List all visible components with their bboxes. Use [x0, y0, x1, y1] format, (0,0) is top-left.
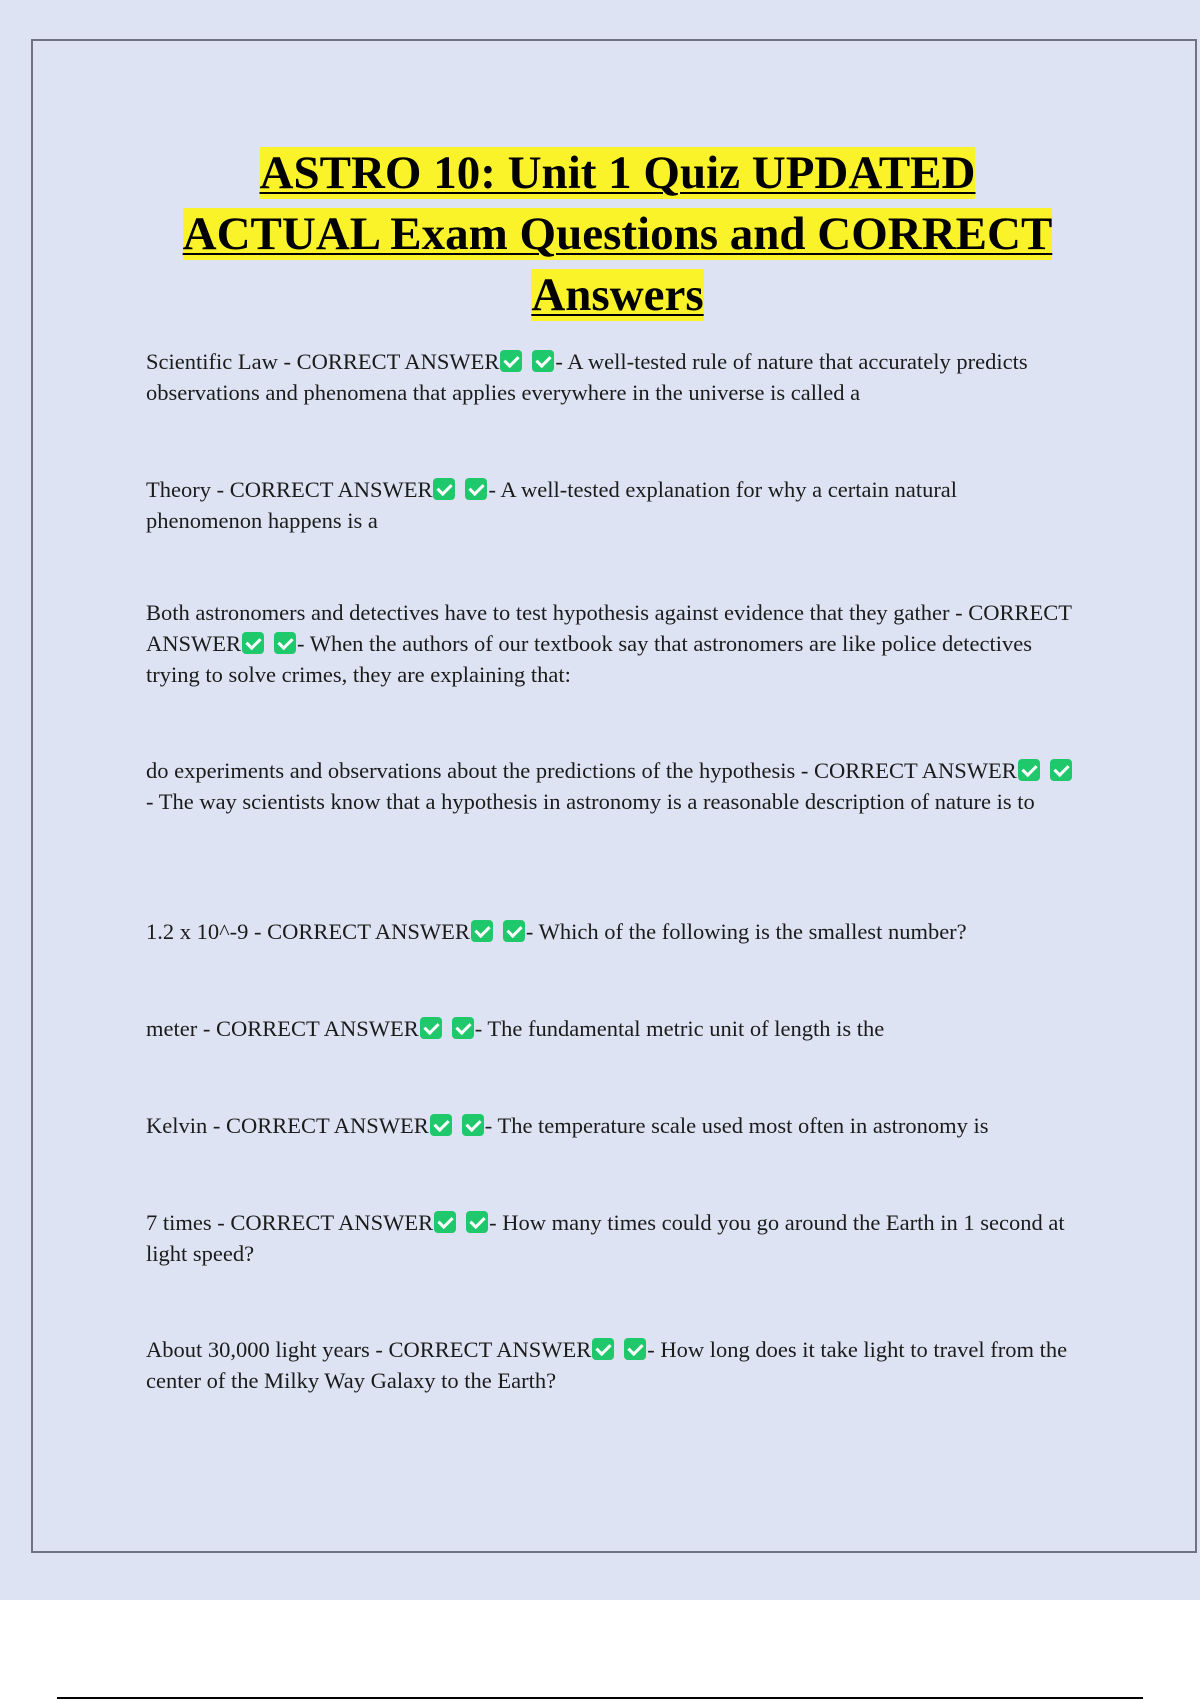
check-mark-icon	[1050, 759, 1072, 781]
answer-text: About 30,000 light years -	[146, 1337, 389, 1362]
check-mark-icon	[465, 478, 487, 500]
answer-marker: CORRECT ANSWER	[230, 1210, 434, 1235]
answer-text: Both astronomers and detectives have to test hypothesis against evidence that they gather -	[146, 600, 969, 625]
check-mark-icon	[1018, 759, 1040, 781]
answer-marker: CORRECT ANSWER	[229, 477, 433, 502]
qa-item-1	[146, 346, 1076, 408]
answer-marker: CORRECT ANSWER	[388, 1337, 592, 1362]
title-line-2: ACTUAL Exam Questions and CORRECT	[182, 208, 1053, 260]
question-text: - The way scientists know that a hypothesis in astronomy is a reasonable description of nature is to	[146, 789, 1035, 814]
qa-item-6	[146, 1013, 1076, 1044]
question-text: - The fundamental metric unit of length is the	[474, 1016, 885, 1041]
question-text: - How many times could you go around the Earth in 1 second at light speed?	[146, 1210, 1065, 1266]
answer-text: 7 times -	[146, 1210, 231, 1235]
answer-marker: CORRECT ANSWER	[296, 349, 500, 374]
answer-text: Kelvin -	[146, 1113, 226, 1138]
answer-marker: CORRECT ANSWER	[267, 919, 470, 944]
title-line-1: ASTRO 10: Unit 1 Quiz UPDATED	[259, 147, 976, 199]
answer-text: Scientific Law -	[146, 349, 297, 374]
answer-text: do experiments and observations about the predictions of the hypothesis -	[146, 758, 814, 783]
question-text: - The temperature scale used most often in astronomy is	[484, 1113, 989, 1138]
question-text: - How long does it take light to travel from the center of the Milky Way Galaxy to the Earth?	[146, 1337, 1068, 1393]
answer-marker: CORRECT ANSWER	[225, 1113, 429, 1138]
title-line-3: Answers	[531, 269, 704, 321]
qa-item-4	[146, 755, 1076, 817]
check-mark-icon	[434, 1211, 456, 1233]
qa-item-8	[146, 1207, 1076, 1269]
answer-marker: CORRECT ANSWER	[813, 758, 1017, 783]
question-text: - Which of the following is the smallest number?	[525, 919, 967, 944]
question-text: - A well-tested explanation for why a certain natural phenomenon happens is a	[146, 477, 958, 533]
qa-item-9	[146, 1334, 1076, 1396]
qa-item-2	[146, 474, 1076, 536]
check-mark-icon	[471, 920, 493, 942]
check-mark-icon	[274, 632, 296, 654]
answer-text: 1.2 x 10^-9 -	[146, 919, 268, 944]
answer-text: meter -	[146, 1016, 216, 1041]
check-mark-icon	[242, 632, 264, 654]
check-mark-icon	[624, 1338, 646, 1360]
check-mark-icon	[433, 478, 455, 500]
answer-marker: CORRECT ANSWER	[215, 1016, 419, 1041]
answer-text: Theory -	[146, 477, 230, 502]
answer-marker: CORRECT ANSWER	[146, 600, 1072, 656]
check-mark-icon	[420, 1017, 442, 1039]
check-mark-icon	[462, 1114, 484, 1136]
check-mark-icon	[466, 1211, 488, 1233]
document-title	[100, 143, 1135, 326]
check-mark-icon	[503, 920, 525, 942]
check-mark-icon	[430, 1114, 452, 1136]
qa-item-3	[146, 597, 1076, 690]
check-mark-icon	[532, 350, 554, 372]
check-mark-icon	[500, 350, 522, 372]
question-text: - When the authors of our textbook say that astronomers are like police detectives trying to solve crimes, they are explaining that:	[146, 631, 1032, 687]
footer-divider	[57, 1697, 1143, 1699]
check-mark-icon	[592, 1338, 614, 1360]
qa-item-7	[146, 1110, 1076, 1141]
qa-item-5	[146, 916, 1076, 947]
check-mark-icon	[452, 1017, 474, 1039]
question-text: - A well-tested rule of nature that accurately predicts observations and phenomena that applies everywhere in the universe is called a	[146, 349, 1028, 405]
